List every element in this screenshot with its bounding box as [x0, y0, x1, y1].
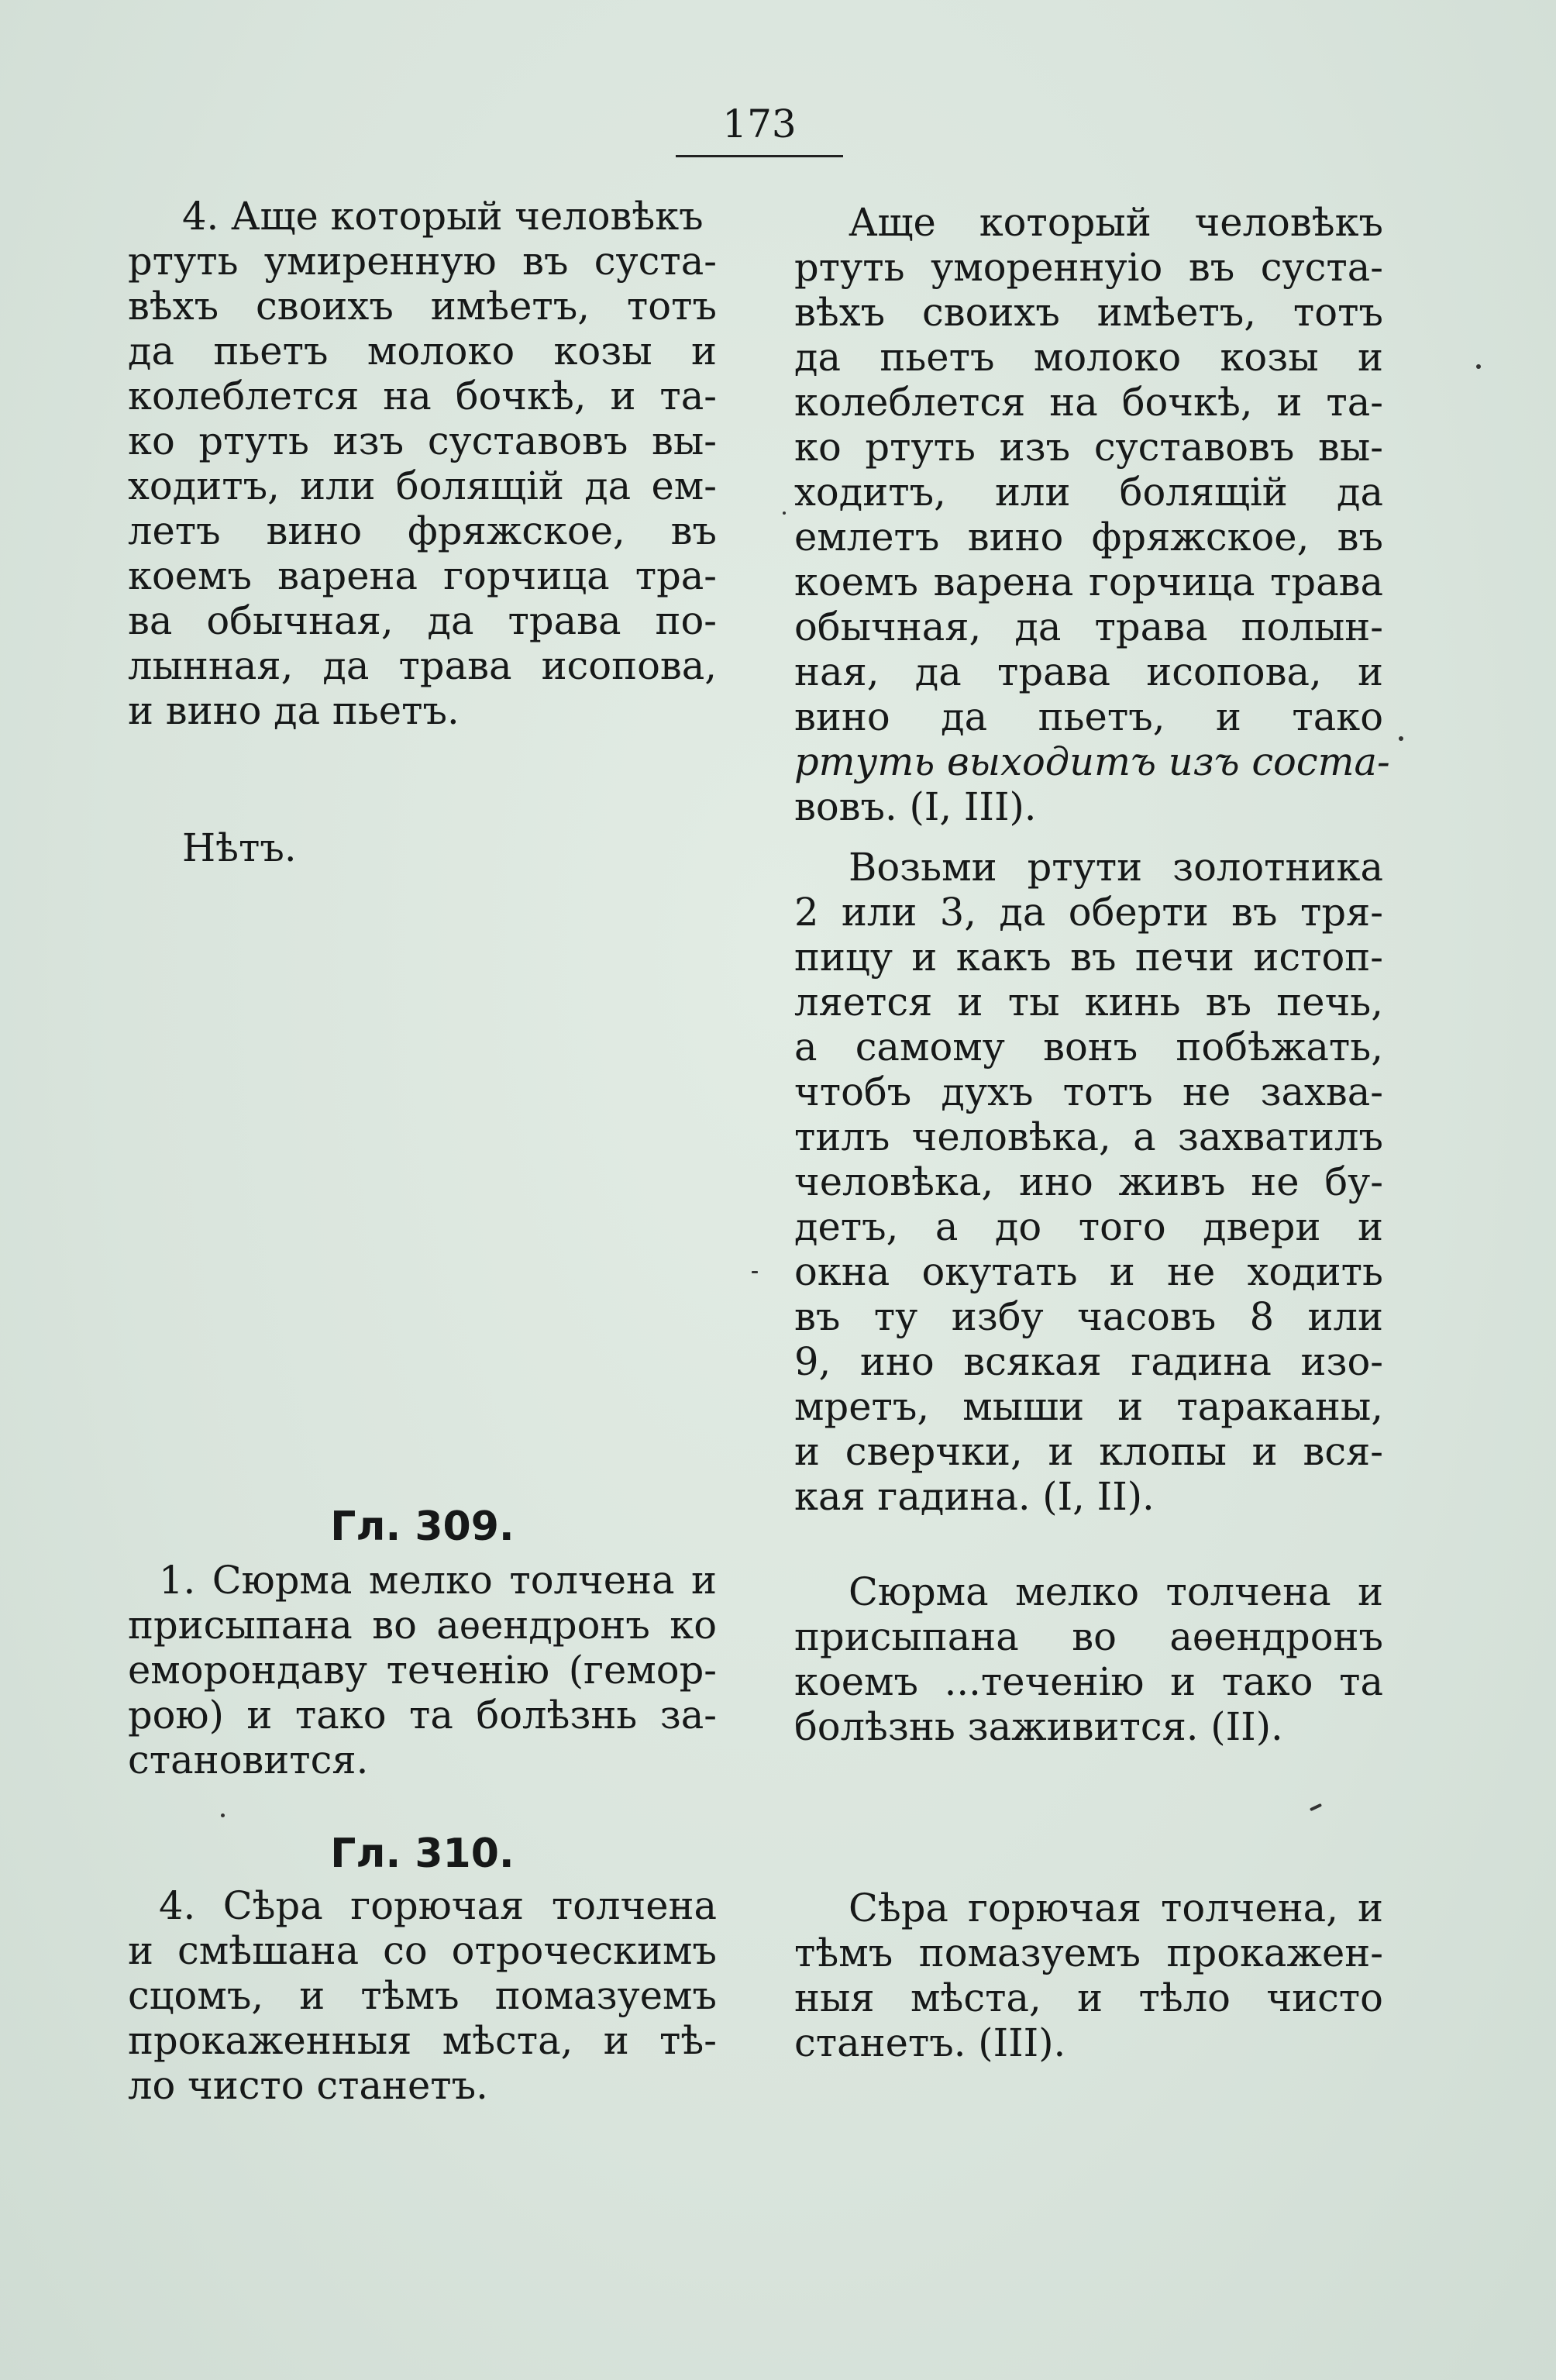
header-rule [676, 155, 843, 157]
text-line: емлетъ вино фряжское, въ [794, 515, 1383, 560]
text-line: обычная, да трава полын- [794, 604, 1383, 649]
scan-speck [221, 1813, 225, 1817]
text-line: лынная, да трава исопова, [128, 643, 717, 688]
text-line: прокаженныя мѣста, и тѣ- [128, 2018, 717, 2063]
text-line: 4. Аще который человѣкъ [182, 194, 704, 239]
text-line: и вино да пьетъ. [128, 688, 460, 733]
text-line: присыпана во аѳендронъ [794, 1614, 1383, 1659]
scan-speck [1476, 364, 1481, 369]
text-line: Сѣра горючая толчена, и [849, 1886, 1383, 1931]
text-line: пицу и какъ въ печи истоп- [794, 935, 1383, 980]
scan-speck [1310, 1803, 1322, 1811]
text-line: вѣхъ своихъ имѣетъ, тотъ [794, 290, 1383, 335]
text-line: летъ вино фряжское, въ [128, 508, 717, 553]
text-line: ко ртуть изъ суставовъ вы- [794, 425, 1383, 470]
left-net [128, 825, 717, 870]
scan-speck [752, 1271, 758, 1273]
text-line: тѣмъ помазуемъ прокажен- [794, 1931, 1383, 1975]
text-line: ныя мѣста, и тѣло чисто [794, 1975, 1383, 2020]
text-line: присыпана во аѳендронъ ко [128, 1603, 717, 1648]
text-line: и сверчки, и клопы и вся- [794, 1429, 1383, 1474]
text-line: коемъ варена горчица трава [794, 560, 1383, 604]
text-line: болѣзнь заживится. (II). [794, 1704, 1283, 1749]
text-line: чтобъ духъ тотъ не захва- [794, 1069, 1383, 1114]
text-line: кая гадина. (I, II). [794, 1474, 1155, 1519]
text-line: и смѣшана со отроческимъ [128, 1928, 717, 1973]
left-entry-4 [128, 194, 717, 733]
text-line: колеблется на бочкѣ, и та- [794, 380, 1383, 425]
right-entry-d [794, 1886, 1383, 2065]
text-line: тилъ человѣка, а захватилъ [794, 1114, 1383, 1159]
text-line: ртуть выходитъ изъ соста- [794, 739, 1390, 784]
text-line: ртуть умореннуіо въ суста- [794, 245, 1383, 290]
text-line: мретъ, мыши и тараканы, [794, 1384, 1383, 1429]
text-line: Аще который человѣкъ [849, 200, 1383, 245]
text-line: сцомъ, и тѣмъ помазуемъ [128, 1973, 717, 2018]
text-line: Возьми ртути золотника [849, 845, 1383, 890]
left-entry-309 [128, 1558, 717, 1782]
text-line: въ ту избу часовъ 8 или [794, 1294, 1383, 1339]
text-line: колеблется на бочкѣ, и та- [128, 374, 717, 418]
text-line: окна окутать и не ходить [794, 1249, 1383, 1294]
text-line: еморондаву теченію (гемор- [128, 1648, 717, 1693]
page-number: 173 [722, 102, 797, 146]
text-line: вино да пьетъ, и тако [794, 694, 1383, 739]
text-line: ходитъ, или болящій да [794, 470, 1383, 515]
text-line: человѣка, ино живъ не бу- [794, 1159, 1383, 1204]
scan-speck [783, 511, 786, 515]
text-line: ва обычная, да трава по- [128, 598, 717, 643]
text-line: ходитъ, или болящій да ем- [128, 463, 717, 508]
scan-speck [1399, 736, 1403, 741]
text-line: ло чисто станетъ. [128, 2063, 488, 2108]
text-line: а самому вонъ побѣжать, [794, 1025, 1383, 1069]
text-line: 9, ино всякая гадина изо- [794, 1339, 1383, 1384]
text-line: да пьетъ молоко козы и [128, 329, 717, 374]
text-line: вѣхъ своихъ имѣетъ, тотъ [128, 284, 717, 329]
right-entry-c [794, 1569, 1383, 1749]
text-line: детъ, а до того двери и [794, 1204, 1383, 1249]
text-line: станетъ. (III). [794, 2020, 1066, 2065]
text-line: коемъ ...теченію и тако та [794, 1659, 1383, 1704]
text-line: ная, да трава исопова, и [794, 649, 1383, 694]
right-entry-b [794, 845, 1383, 1519]
text-line: да пьетъ молоко козы и [794, 335, 1383, 380]
text-line: 4. Сѣра горючая толчена [159, 1883, 717, 1928]
text-line: становится. [128, 1738, 369, 1782]
left-entry-310 [128, 1883, 717, 2108]
text-line: Сюрма мелко толчена и [849, 1569, 1383, 1614]
text-line: 1. Сюрма мелко толчена и [159, 1558, 717, 1603]
text-line: вовъ. (I, III). [794, 784, 1037, 829]
chapter-heading-309: Гл. 309. [330, 1503, 515, 1550]
text-line: ртуть умиренную въ суста- [128, 239, 717, 284]
text-line: 2 или 3, да оберти въ тря- [794, 890, 1383, 935]
chapter-heading-310: Гл. 310. [330, 1831, 515, 1877]
text-line: ляется и ты кинь въ печь, [794, 980, 1383, 1025]
right-entry-a [794, 200, 1390, 829]
text-line: коемъ варена горчица тра- [128, 553, 717, 598]
text-line: рою) и тако та болѣзнь за- [128, 1693, 717, 1738]
text-line: Нѣтъ. [182, 825, 297, 870]
text-line: ко ртуть изъ суставовъ вы- [128, 418, 717, 463]
